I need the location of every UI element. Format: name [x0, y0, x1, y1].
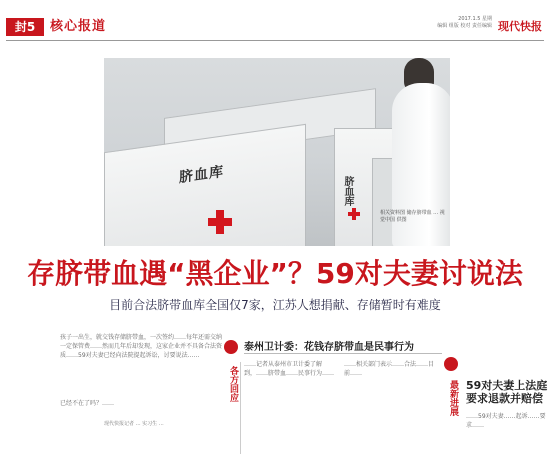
- section-title: 核心报道: [50, 19, 107, 34]
- header-divider: [6, 40, 544, 41]
- mid-side-label: 各方回应: [228, 366, 238, 402]
- cabinet-label: 脐血库: [179, 163, 224, 187]
- cabinet-label-2: 脐血库: [342, 176, 353, 206]
- mid-divider: [240, 362, 241, 454]
- intro-paragraph: 孩子一出生，就交钱存储脐带血，一次签约……每年还需交纳一定保管费……然而几年后却发现，这家企业并不具备合法资质……59对夫妻已经向法院提起诉讼，讨要说法……: [60, 334, 222, 359]
- mid-column-1: ……记者从泰州市卫计委了解到，……脐带血……民事行为……: [244, 361, 335, 377]
- section-dot-icon: [224, 340, 238, 354]
- red-cross-icon-small: [348, 208, 360, 220]
- right-column: ……59对夫妻……起诉……要求……: [466, 413, 546, 429]
- photo-caption: 相关资料图 储存脐带血 … 视觉中国 供图: [380, 210, 445, 223]
- intro-end: 已经不在了吗？……: [60, 400, 115, 407]
- newspaper-name: 现代快报: [498, 20, 542, 33]
- mid-column-2: ……相关部门表示……合法……目前……: [344, 361, 435, 377]
- mid-section-title: 泰州卫计委：花钱存脐带血是民事行为: [244, 342, 414, 353]
- section-badge: 封5: [6, 18, 44, 36]
- reporter-credit: 现代快报记者 … 实习生 …: [104, 421, 164, 427]
- right-side-label: 最新进展: [448, 380, 458, 416]
- red-cross-icon: [206, 208, 234, 236]
- storage-cabinet: [104, 124, 306, 246]
- headline: 存脐带血遇“黑企业”？59对夫妻讨说法: [27, 257, 523, 290]
- right-title-line-1: 59对夫妻上法庭: [466, 379, 548, 392]
- subheadline: 目前合法脐带血库全国仅7家，江苏人想捐献、存储暂时有难度: [109, 298, 441, 312]
- section-dot-icon-right: [444, 357, 458, 371]
- right-title-line-2: 要求退款并赔偿: [466, 392, 543, 405]
- editor-line: 编辑 组版 校对 责任编辑: [437, 23, 492, 29]
- date-line: 2017.1.5 星期: [458, 16, 492, 22]
